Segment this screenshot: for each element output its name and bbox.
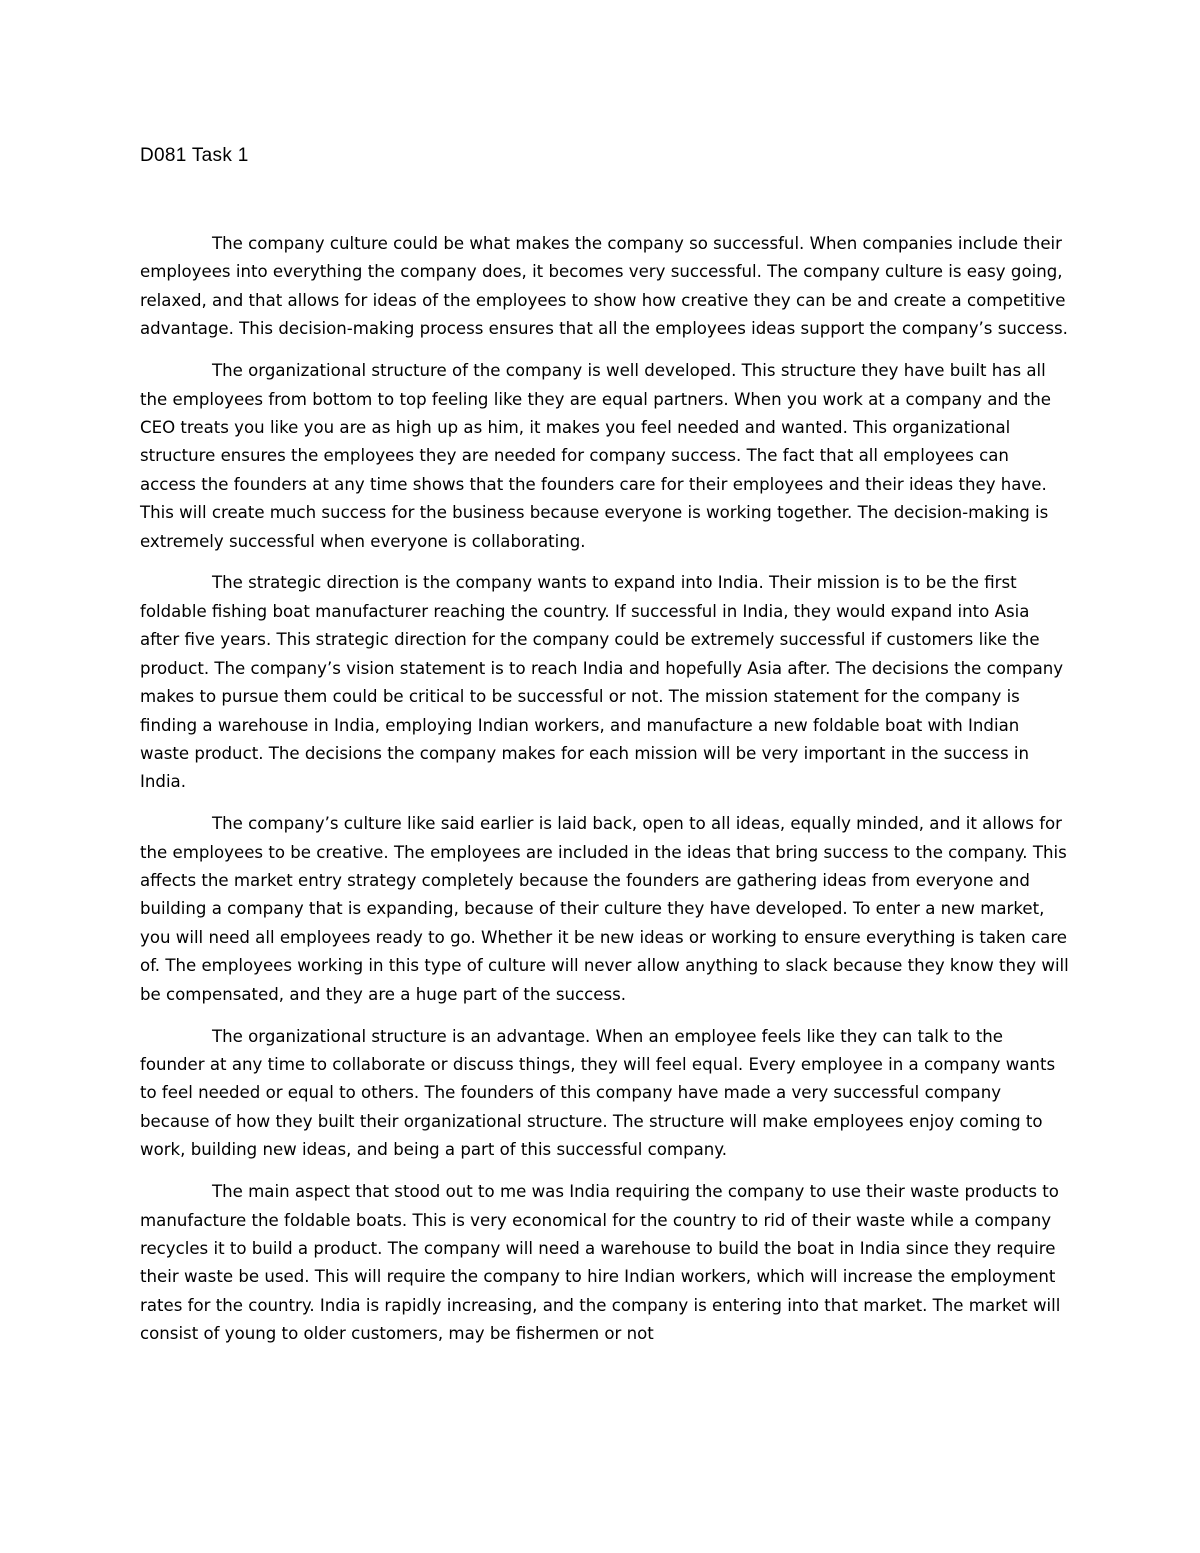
paragraph-organizational-structure: The organizational structure of the company is well developed. This structure they have built has all the employees from bottom to top feeling like they are equal partners. When you work at a company and the CEO treats you like you are as high up as him, it makes you feel needed and wanted. This organizational structure ensures the employees they are needed for company success. The fact that all employees can access the founders at any time shows that the founders care for their employees and their ideas they have. This will create much success for the business because everyone is working together. The decision-making is extremely successful when everyone is collaborating. [140,361,1051,551]
paragraph-structure-advantage: The organizational structure is an advantage. When an employee feels like they can talk to the founder at any time to collaborate or discuss things, they will feel equal. Every employee in a company wants to feel needed or equal to others. The founders of this company have made a very successful company because of how they built their organizational structure. The structure will make employees enjoy coming to work, building new ideas, and being a part of this successful company. [140,1026,1056,1160]
paragraph-strategic-direction: The strategic direction is the company wants to expand into India. Their mission is to be the first foldable fishing boat manufacturer reaching the country. If successful in India, they would expand into Asia after five years. This strategic direction for the company could be extremely successful if customers like the product. The company’s vision statement is to reach India and hopefully Asia after. The decisions the company makes to pursue them could be critical to be successful or not. The mission statement for the company is finding a warehouse in India, employing Indian workers, and manufacture a new foldable boat with Indian waste product. The decisions the company makes for each mission will be very important in the success in India. [140,573,1064,792]
paragraph-company-culture: The company culture could be what makes the company so successful. When companies include their employees into everything the company does, it becomes very successful. The company culture is easy going, relaxed, and that allows for ideas of the employees to show how creative they can be and create a competitive advantage. This decision-making process ensures that all the employees ideas support the company’s success. [140,234,1068,339]
document-title: D081 Task 1 [140,145,249,166]
paragraph-culture-market-entry: The company’s culture like said earlier is laid back, open to all ideas, equally minded, and it allows for the employees to be creative. The employees are included in the ideas that bring success to the company. This affects the market entry strategy completely because the founders are gathering ideas from everyone and building a company that is expanding, because of their culture they have developed. To enter a new market, you will need all employees ready to go. Whether it be new ideas or working to ensure everything is taken care of. The employees working in this type of culture will never allow anything to slack because they know they will be compensated, and they are a huge part of the success. [140,814,1069,1004]
paragraph-main-aspect: The main aspect that stood out to me was India requiring the company to use their waste products to manufacture the foldable boats. This is very economical for the country to rid of their waste while a company recycles it to build a product. The company will need a warehouse to build the boat in India since they require their waste be used. This will require the company to hire Indian workers, which will increase the employment rates for the country. India is rapidly increasing, and the company is entering into that market. The market will consist of young to older customers, may be fishermen or not [140,1182,1061,1344]
document-body [140,230,1070,1362]
